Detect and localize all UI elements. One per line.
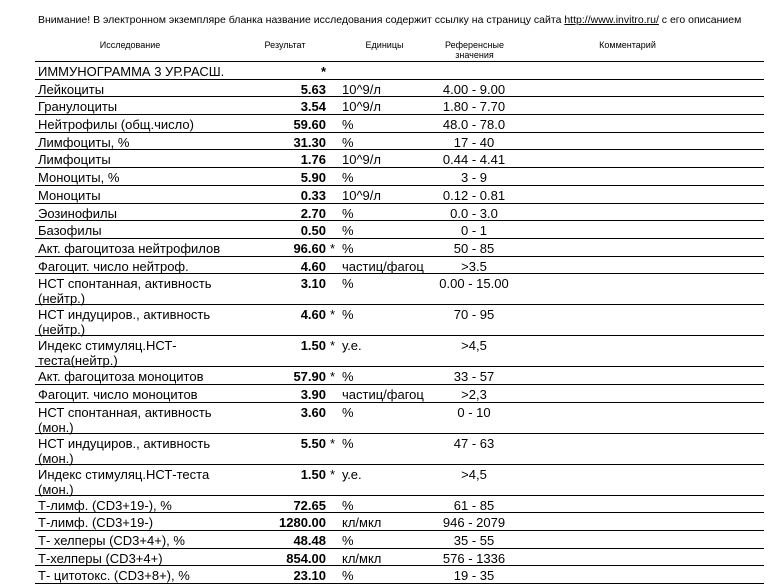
test-name: Базофилы: [38, 223, 102, 239]
result-value: 5.90: [300, 170, 326, 186]
reference-range: 0 - 10: [457, 404, 491, 420]
test-name: Лимфоциты, %: [38, 134, 130, 150]
unit-value: %: [342, 276, 354, 292]
unit-value: %: [342, 170, 354, 186]
reference-range: 61 - 85: [453, 497, 495, 513]
col-header-units: Единицы: [365, 40, 404, 50]
abnormal-flag: *: [330, 338, 336, 354]
result-value: 96.60: [293, 240, 326, 256]
result-value: 59.60: [293, 117, 326, 133]
table-row: [0, 549, 770, 567]
table-row: [0, 434, 770, 465]
invitro-link[interactable]: http://www.invitro.ru/: [564, 14, 659, 26]
result-value: 3.54: [300, 99, 326, 115]
test-name: Т- хелперы (CD3+4+), %: [38, 533, 185, 548]
result-value: *: [320, 64, 326, 79]
unit-value: %: [342, 369, 354, 385]
table-row: [0, 150, 770, 168]
table-row: [0, 221, 770, 239]
reference-range: 50 - 85: [453, 240, 495, 256]
table-row: [0, 496, 770, 514]
table-row: [0, 367, 770, 385]
unit-value: %: [342, 533, 354, 548]
unit-value: частиц/фагоц: [342, 258, 424, 274]
unit-value: 10^9/л: [342, 152, 381, 168]
test-name: НСТ индуциров., активность (нейтр.): [38, 307, 211, 338]
unit-value: %: [342, 307, 354, 323]
reference-range: 19 - 35: [453, 568, 495, 584]
test-name: Гранулоциты: [38, 99, 118, 115]
table-row: [0, 336, 770, 367]
table-row: [0, 239, 770, 257]
test-name: Эозинофилы: [38, 205, 117, 221]
unit-value: 10^9/л: [342, 81, 381, 97]
reference-range: >3.5: [461, 258, 487, 274]
reference-range: 0.12 - 0.81: [442, 187, 506, 203]
notice-suffix: с его описанием: [658, 14, 742, 26]
result-value: 0.33: [300, 187, 326, 203]
reference-range: 70 - 95: [453, 307, 495, 323]
result-value: 5.50: [300, 435, 326, 451]
reference-range: 0.0 - 3.0: [450, 205, 498, 221]
table-row: [0, 403, 770, 434]
test-name: НСТ индуциров., активность (мон.): [38, 435, 211, 466]
unit-value: у.е.: [342, 338, 362, 354]
reference-range: 0.44 - 4.41: [442, 152, 506, 168]
unit-value: частиц/фагоц: [342, 386, 424, 402]
reference-range: 17 - 40: [453, 134, 495, 150]
table-row: [0, 566, 770, 584]
result-value: 854.00: [286, 550, 326, 566]
result-value: 3.10: [300, 276, 326, 292]
unit-value: %: [342, 223, 354, 239]
result-value: 2.70: [300, 205, 326, 221]
table-row: [0, 186, 770, 204]
table-row: [0, 531, 770, 549]
reference-range: 0 - 1: [460, 223, 487, 239]
results-table: [0, 62, 770, 584]
abnormal-flag: *: [330, 435, 336, 451]
table-row: [0, 80, 770, 98]
result-value: 1.76: [300, 152, 326, 168]
unit-value: %: [342, 134, 354, 150]
result-value: 4.60: [300, 258, 326, 274]
reference-range: 0.00 - 15.00: [439, 276, 509, 292]
unit-value: %: [342, 240, 354, 256]
test-name: Нейтрофилы (общ.число): [38, 117, 194, 133]
result-value: 1280.00: [279, 515, 326, 531]
unit-value: %: [342, 205, 354, 221]
test-name: Моноциты, %: [38, 170, 120, 186]
reference-range: >2,3: [461, 386, 487, 402]
test-name: Лейкоциты: [38, 81, 105, 97]
result-value: 3.90: [300, 386, 326, 402]
test-name: НСТ спонтанная, активность (мон.): [38, 404, 212, 435]
result-value: 5.63: [300, 81, 326, 97]
reference-range: 576 - 1336: [442, 550, 506, 566]
test-name: Индекс стимуляц.НСТ-теста (мон.): [38, 466, 210, 497]
table-row: [0, 257, 770, 275]
test-name: Т-лимф. (CD3+19-), %: [38, 497, 172, 513]
result-value: 72.65: [293, 497, 326, 513]
test-name: Т- цитотокс. (CD3+8+), %: [38, 568, 190, 584]
table-row: [0, 97, 770, 115]
test-name: НСТ спонтанная, активность (нейтр.): [38, 276, 212, 307]
col-header-ref-line2: значения: [455, 50, 494, 60]
reference-range: 946 - 2079: [442, 515, 506, 531]
reference-range: 35 - 55: [453, 533, 495, 548]
unit-value: %: [342, 117, 354, 133]
reference-range: 4.00 - 9.00: [442, 81, 506, 97]
table-row: [0, 385, 770, 403]
test-name: Фагоцит. число моноцитов: [38, 386, 198, 402]
abnormal-flag: *: [330, 240, 336, 256]
test-name: Т-хелперы (CD3+4+): [38, 550, 163, 566]
col-header-result: Результат: [264, 40, 306, 50]
table-row: [0, 513, 770, 531]
col-header-reference: [432, 40, 517, 60]
test-name: Фагоцит. число нейтроф.: [38, 258, 189, 274]
notice-prefix: Внимание! В электронном экземпляре бланка название исследования содержит ссылку на страницу сайта: [38, 14, 565, 26]
unit-value: кл/мкл: [342, 515, 382, 531]
unit-value: %: [342, 497, 354, 513]
unit-value: у.е.: [342, 466, 362, 482]
table-row: [0, 274, 770, 305]
result-value: 57.90: [293, 369, 326, 385]
table-row: [0, 168, 770, 186]
result-value: 1.50: [300, 466, 326, 482]
reference-range: >4,5: [461, 338, 487, 354]
abnormal-flag: *: [330, 307, 336, 323]
unit-value: 10^9/л: [342, 99, 381, 115]
result-value: 1.50: [300, 338, 326, 354]
table-row: [0, 305, 770, 336]
abnormal-flag: *: [330, 369, 336, 385]
test-name: Акт. фагоцитоза моноцитов: [38, 369, 204, 385]
unit-value: %: [342, 568, 354, 584]
unit-value: кл/мкл: [342, 550, 382, 566]
reference-range: >4,5: [461, 466, 487, 482]
col-header-comment: Комментарий: [599, 40, 656, 50]
table-row: [0, 133, 770, 151]
col-header-ref-line1: Референсные: [445, 40, 504, 50]
table-row: [0, 115, 770, 133]
unit-value: %: [342, 435, 354, 451]
notice-text: [38, 14, 741, 26]
result-value: 48.48: [293, 533, 326, 548]
table-row: [0, 62, 770, 80]
reference-range: 3 - 9: [460, 170, 487, 186]
result-value: 3.60: [300, 404, 326, 420]
table-row: [0, 204, 770, 222]
table-row: [0, 465, 770, 496]
test-name: Т-лимф. (CD3+19-): [38, 515, 154, 531]
test-name: Акт. фагоцитоза нейтрофилов: [38, 240, 221, 256]
test-name: Моноциты: [38, 187, 101, 203]
reference-range: 1.80 - 7.70: [442, 99, 506, 115]
col-header-name: Исследование: [99, 40, 161, 50]
test-name: Лимфоциты: [38, 152, 111, 168]
test-name: Индекс стимуляц.НСТ-теста(нейтр.): [38, 338, 177, 369]
result-value: 23.10: [293, 568, 326, 584]
reference-range: 47 - 63: [453, 435, 495, 451]
reference-range: 48.0 - 78.0: [442, 117, 506, 133]
unit-value: %: [342, 404, 354, 420]
result-value: 4.60: [300, 307, 326, 323]
test-name[interactable]: ИММУНОГРАММА 3 УР.РАСШ.: [38, 64, 225, 79]
abnormal-flag: *: [330, 466, 336, 482]
result-value: 0.50: [300, 223, 326, 239]
unit-value: 10^9/л: [342, 187, 381, 203]
reference-range: 33 - 57: [453, 369, 495, 385]
result-value: 31.30: [293, 134, 326, 150]
